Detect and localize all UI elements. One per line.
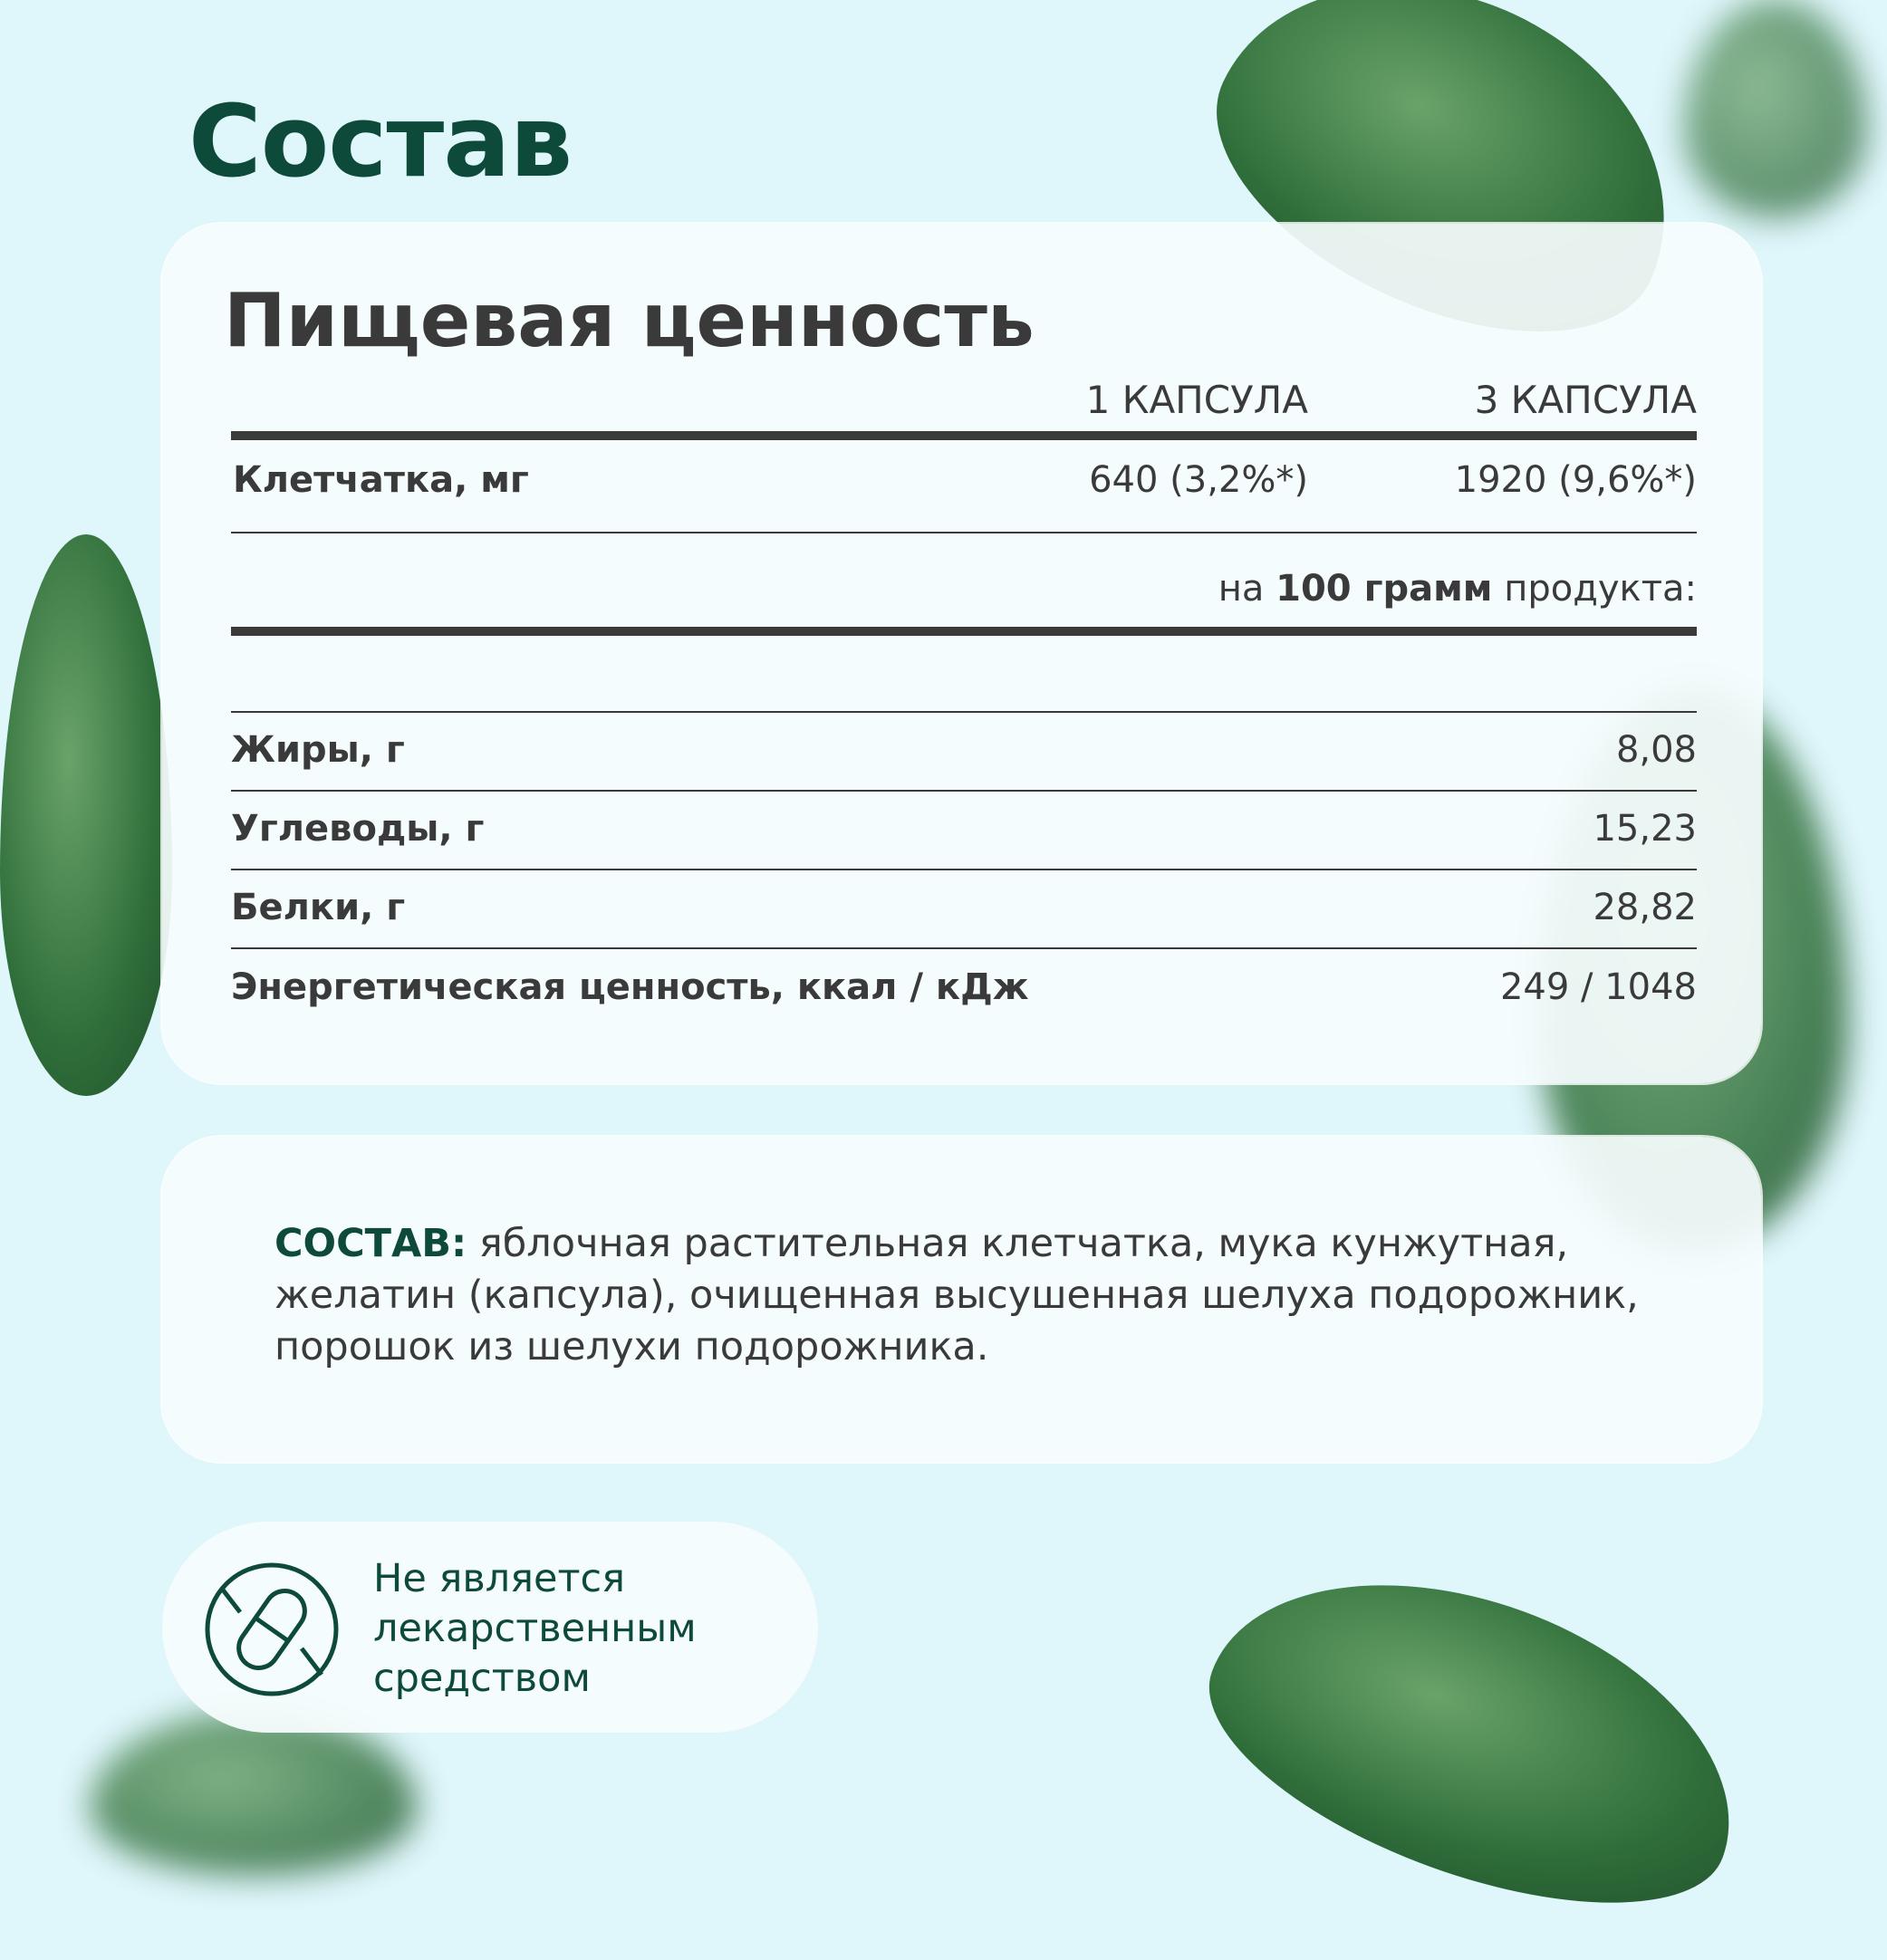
badge-line: лекарственным: [373, 1606, 697, 1651]
protein-value: 28,82: [1593, 887, 1697, 928]
divider: [231, 869, 1697, 870]
spinach-leaf-bottom-left: [91, 1712, 417, 1875]
fiber-value-3: 1920 (9,6%*): [1454, 459, 1697, 501]
carbs-label: Углеводы, г: [231, 808, 485, 850]
spinach-leaf-left: [0, 534, 172, 1096]
composition-card: [162, 1137, 1761, 1462]
fiber-value-1: 640 (3,2%*): [1089, 459, 1308, 501]
fat-value: 8,08: [1615, 729, 1697, 771]
column-header-1: 1 КАПСУЛА: [1085, 378, 1308, 422]
per-amount: 100 грамм: [1276, 568, 1493, 610]
not-medicine-badge: [162, 1522, 818, 1733]
divider: [231, 532, 1697, 533]
no-pill-icon: [204, 1561, 340, 1697]
energy-label: Энергетическая ценность, ккал / кДж: [231, 966, 1029, 1008]
carbs-value: 15,23: [1593, 808, 1697, 850]
per-prefix: на: [1218, 568, 1265, 610]
nutrition-card: [162, 224, 1761, 1083]
composition-ingredients: яблочная растительная клетчатка, мука кунжутная, желатин (капсула), очищенная высушенная шелуха подорожник, порошок из шелухи подорожника.: [274, 1221, 1639, 1369]
divider-thick: [231, 627, 1697, 636]
protein-label: Белки, г: [231, 887, 406, 928]
fat-label: Жиры, г: [231, 729, 405, 771]
composition-label: СОСТАВ:: [274, 1221, 467, 1266]
spinach-leaf-top-right: [1685, 0, 1866, 217]
energy-value: 249 / 1048: [1499, 966, 1697, 1008]
badge-line: Не является: [373, 1556, 626, 1601]
badge-line: средством: [373, 1656, 591, 1701]
divider: [231, 947, 1697, 949]
per-suffix: продукта:: [1504, 568, 1697, 610]
divider: [231, 790, 1697, 792]
spinach-leaf-bottom-right: [1175, 1518, 1778, 1959]
divider-thick: [231, 431, 1697, 440]
composition-text: [274, 1218, 1688, 1373]
per-100g-note: [1218, 568, 1697, 610]
badge-text: [373, 1554, 697, 1704]
column-header-3: 3 КАПСУЛА: [1474, 378, 1697, 422]
nutrition-title: Пищевая ценность: [224, 278, 1035, 364]
divider: [231, 711, 1697, 713]
fiber-label: Клетчатка, мг: [233, 459, 529, 501]
page-title: Состав: [188, 83, 573, 199]
